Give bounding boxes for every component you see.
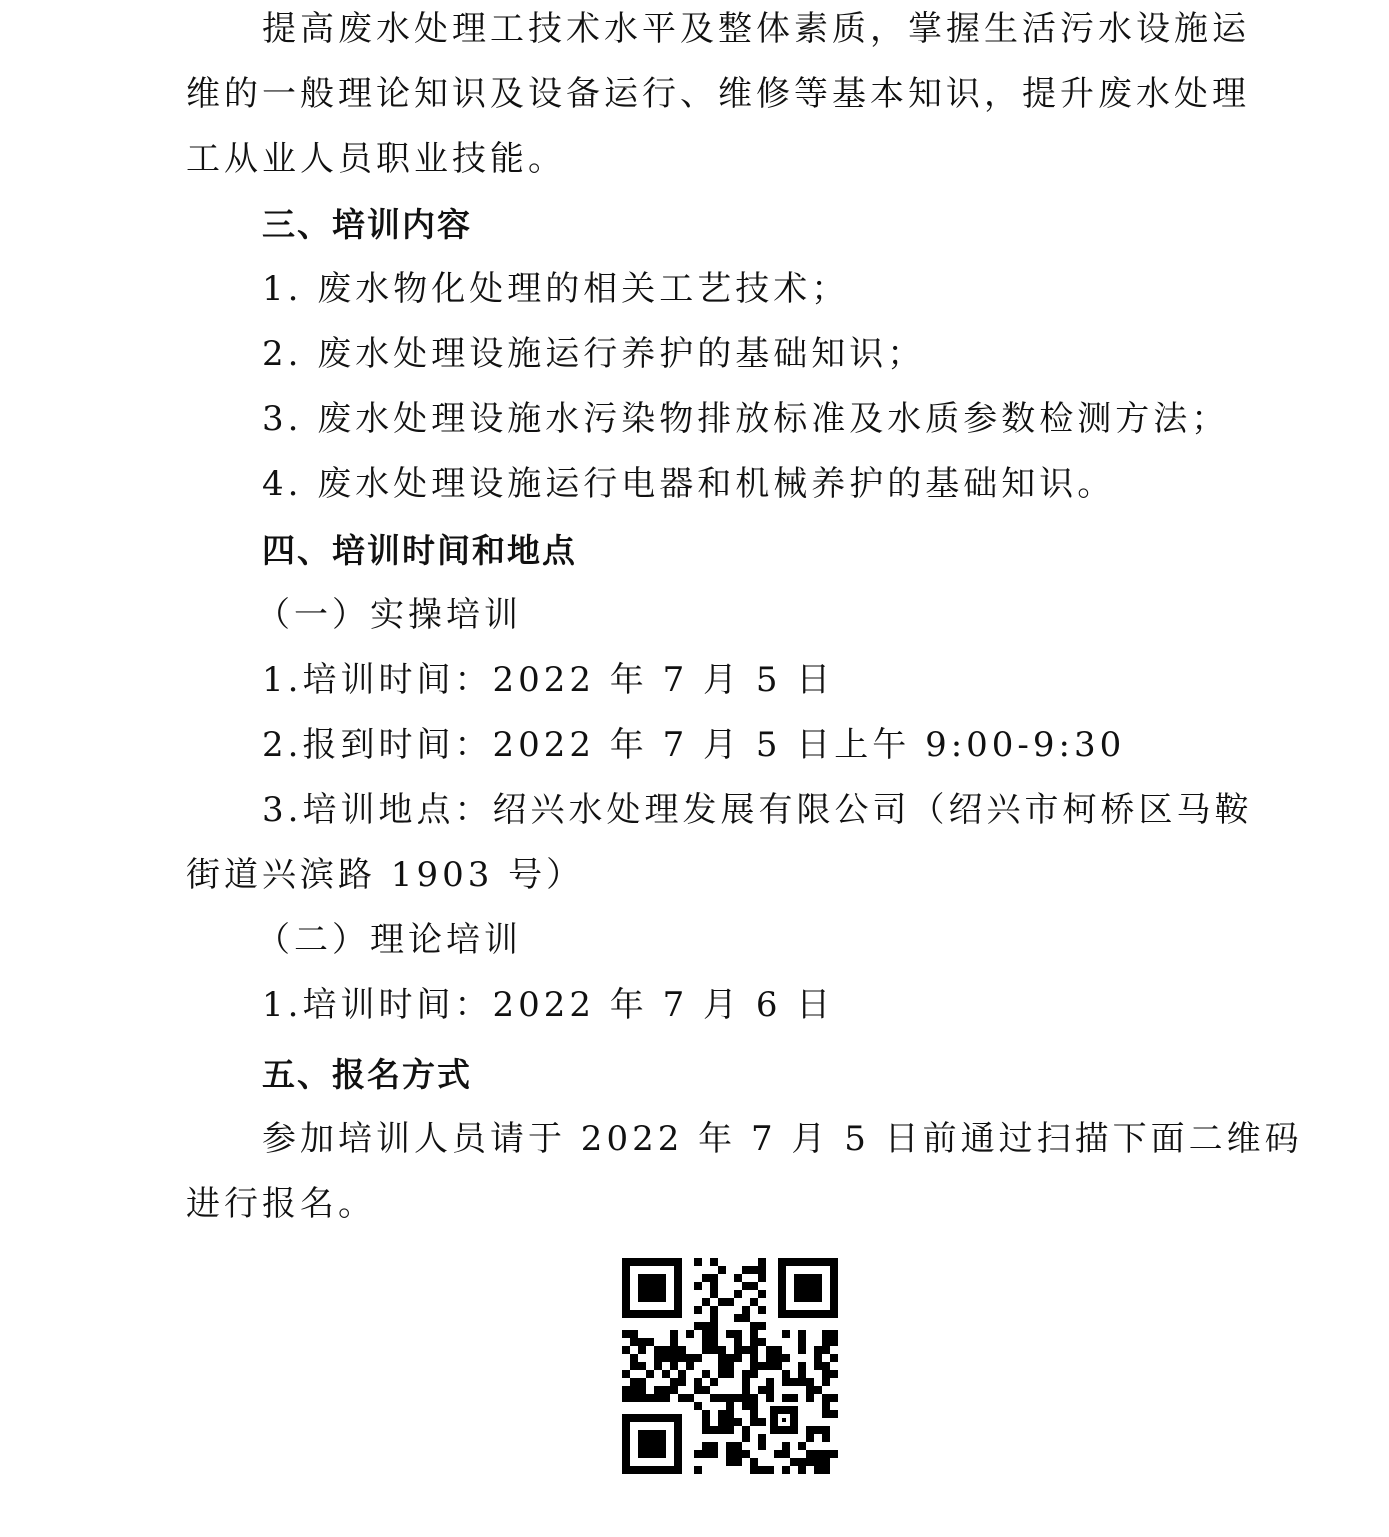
list-item: 1.培训时间：2022 年 7 月 6 日 bbox=[262, 985, 835, 1025]
body-line: 进行报名。 bbox=[186, 1184, 376, 1224]
list-item-continuation: 街道兴滨路 1903 号） bbox=[186, 855, 585, 895]
list-item: 1. 废水物化处理的相关工艺技术； bbox=[262, 269, 850, 309]
intro-line: 工从业人员职业技能。 bbox=[186, 139, 566, 179]
list-item: 1.培训时间：2022 年 7 月 5 日 bbox=[262, 660, 835, 700]
intro-line: 提高废水处理工技术水平及整体素质，掌握生活污水设施运 bbox=[262, 9, 1250, 49]
body-line: 参加培训人员请于 2022 年 7 月 5 日前通过扫描下面二维码 bbox=[262, 1119, 1303, 1159]
list-item: 2.报到时间：2022 年 7 月 5 日上午 9:00-9:30 bbox=[262, 725, 1126, 765]
section-heading: 三、培训内容 bbox=[262, 205, 472, 244]
section-3 bbox=[186, 192, 1230, 517]
subsection-title: （一）实操培训 bbox=[256, 595, 522, 635]
section-heading: 五、报名方式 bbox=[262, 1055, 472, 1094]
registration-qr-code[interactable] bbox=[616, 1252, 844, 1480]
section-4 bbox=[186, 518, 1253, 1038]
list-item: 4. 废水处理设施运行电器和机械养护的基础知识。 bbox=[262, 464, 1116, 504]
list-item: 3. 废水处理设施水污染物排放标准及水质参数检测方法； bbox=[262, 399, 1230, 439]
subsection-title: （二）理论培训 bbox=[256, 920, 522, 960]
qr-code-graphic bbox=[616, 1252, 844, 1480]
intro-line: 维的一般理论知识及设备运行、维修等基本知识，提升废水处理 bbox=[186, 74, 1250, 114]
section-5 bbox=[186, 1042, 1303, 1237]
intro-paragraph bbox=[186, 0, 1250, 192]
list-item: 3.培训地点：绍兴水处理发展有限公司（绍兴市柯桥区马鞍 bbox=[262, 790, 1253, 830]
list-item: 2. 废水处理设施运行养护的基础知识； bbox=[262, 334, 926, 374]
section-heading: 四、培训时间和地点 bbox=[262, 531, 577, 570]
